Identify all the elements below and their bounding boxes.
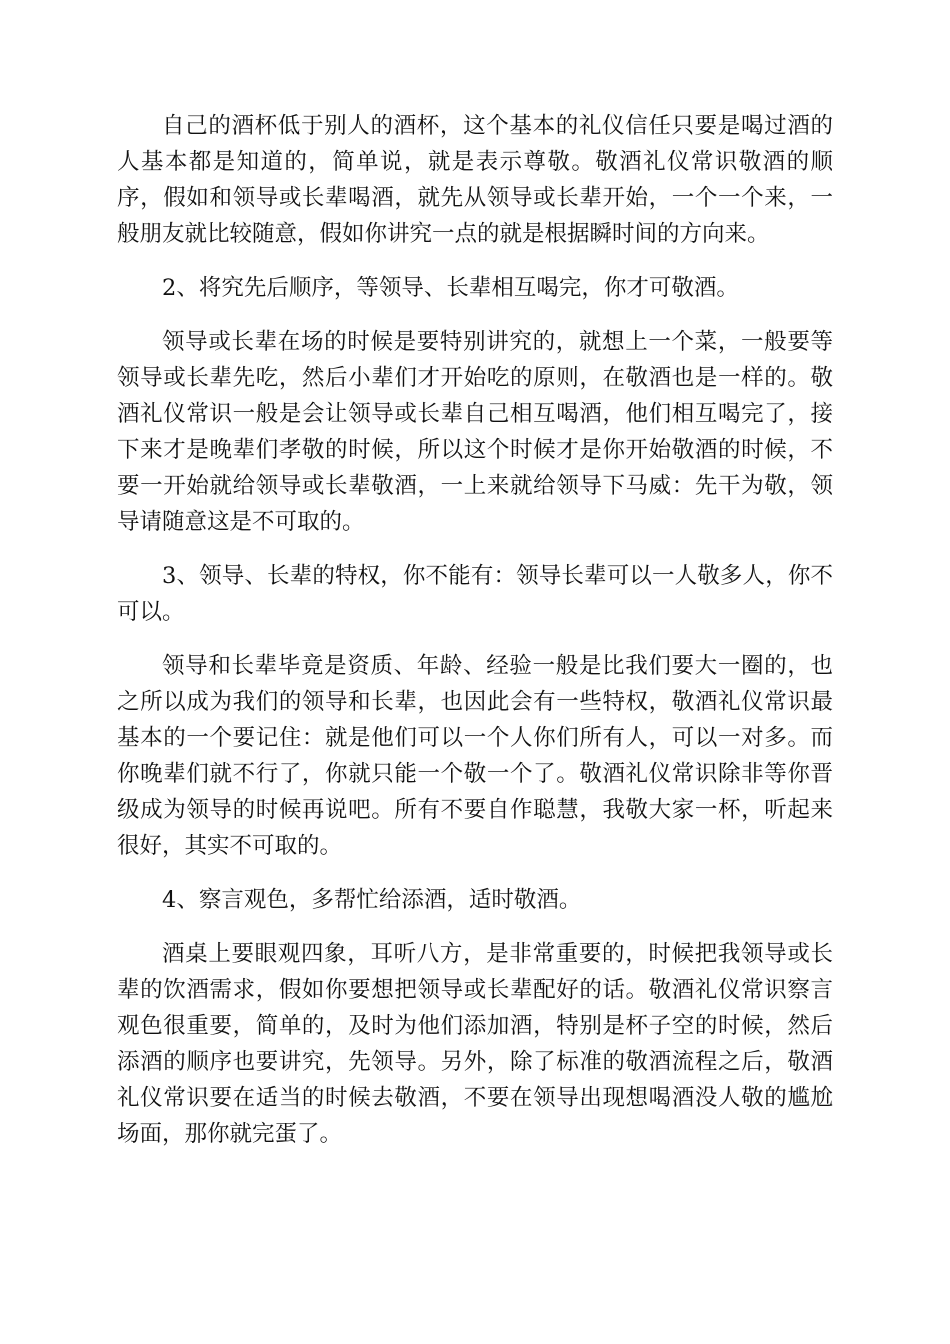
paragraph-7: 酒桌上要眼观四象，耳听八方，是非常重要的，时候把我领导或长辈的饮酒需求，假如你要想把领导或长辈配好的话。敬酒礼仪常识察言观色很重要，简单的，及时为他们添加酒，特别是杯子空的时候，然后添酒的顺序也要讲究，先领导。另外，除了标准的敬酒流程之后，敬酒礼仪常识要在适当的时候去敬酒，不要在领导出现想喝酒没人敬的尴尬场面，那你就完蛋了。: [117, 941, 833, 1147]
document-body: [117, 108, 833, 1170]
paragraph-4-heading: 3、领导、长辈的特权，你不能有：领导长辈可以一人敬多人，你不可以。: [117, 563, 833, 625]
paragraph-6-heading: 4、察言观色，多帮忙给添酒，适时敬酒。: [162, 887, 582, 913]
paragraph-5: 领导和长辈毕竟是资质、年龄、经验一般是比我们要大一圈的，也之所以成为我们的领导和长辈，也因此会有一些特权，敬酒礼仪常识最基本的一个要记住：就是他们可以一个人你们所有人，可以一对多。而你晚辈们就不行了，你就只能一个敬一个了。敬酒礼仪常识除非等你晋级成为领导的时候再说吧。所有不要自作聪慧，我敬大家一杯，听起来很好，其实不可取的。: [117, 653, 833, 859]
paragraph-3: 领导或长辈在场的时候是要特别讲究的，就想上一个菜，一般要等领导或长辈先吃，然后小辈们才开始吃的原则，在敬酒也是一样的。敬酒礼仪常识一般是会让领导或长辈自己相互喝酒，他们相互喝完了，接下来才是晚辈们孝敬的时候，所以这个时候才是你开始敬酒的时候，不要一开始就给领导或长辈敬酒，一上来就给领导下马威：先干为敬，领导请随意这是不可取的。: [117, 329, 833, 535]
paragraph-1: 自己的酒杯低于别人的酒杯，这个基本的礼仪信任只要是喝过酒的人基本都是知道的，简单说，就是表示尊敬。敬酒礼仪常识敬酒的顺序，假如和领导或长辈喝酒，就先从领导或长辈开始，一个一个来，一般朋友就比较随意，假如你讲究一点的就是根据瞬时间的方向来。: [117, 113, 833, 247]
paragraph-2-heading: 2、将究先后顺序，等领导、长辈相互喝完，你才可敬酒。: [162, 275, 739, 301]
